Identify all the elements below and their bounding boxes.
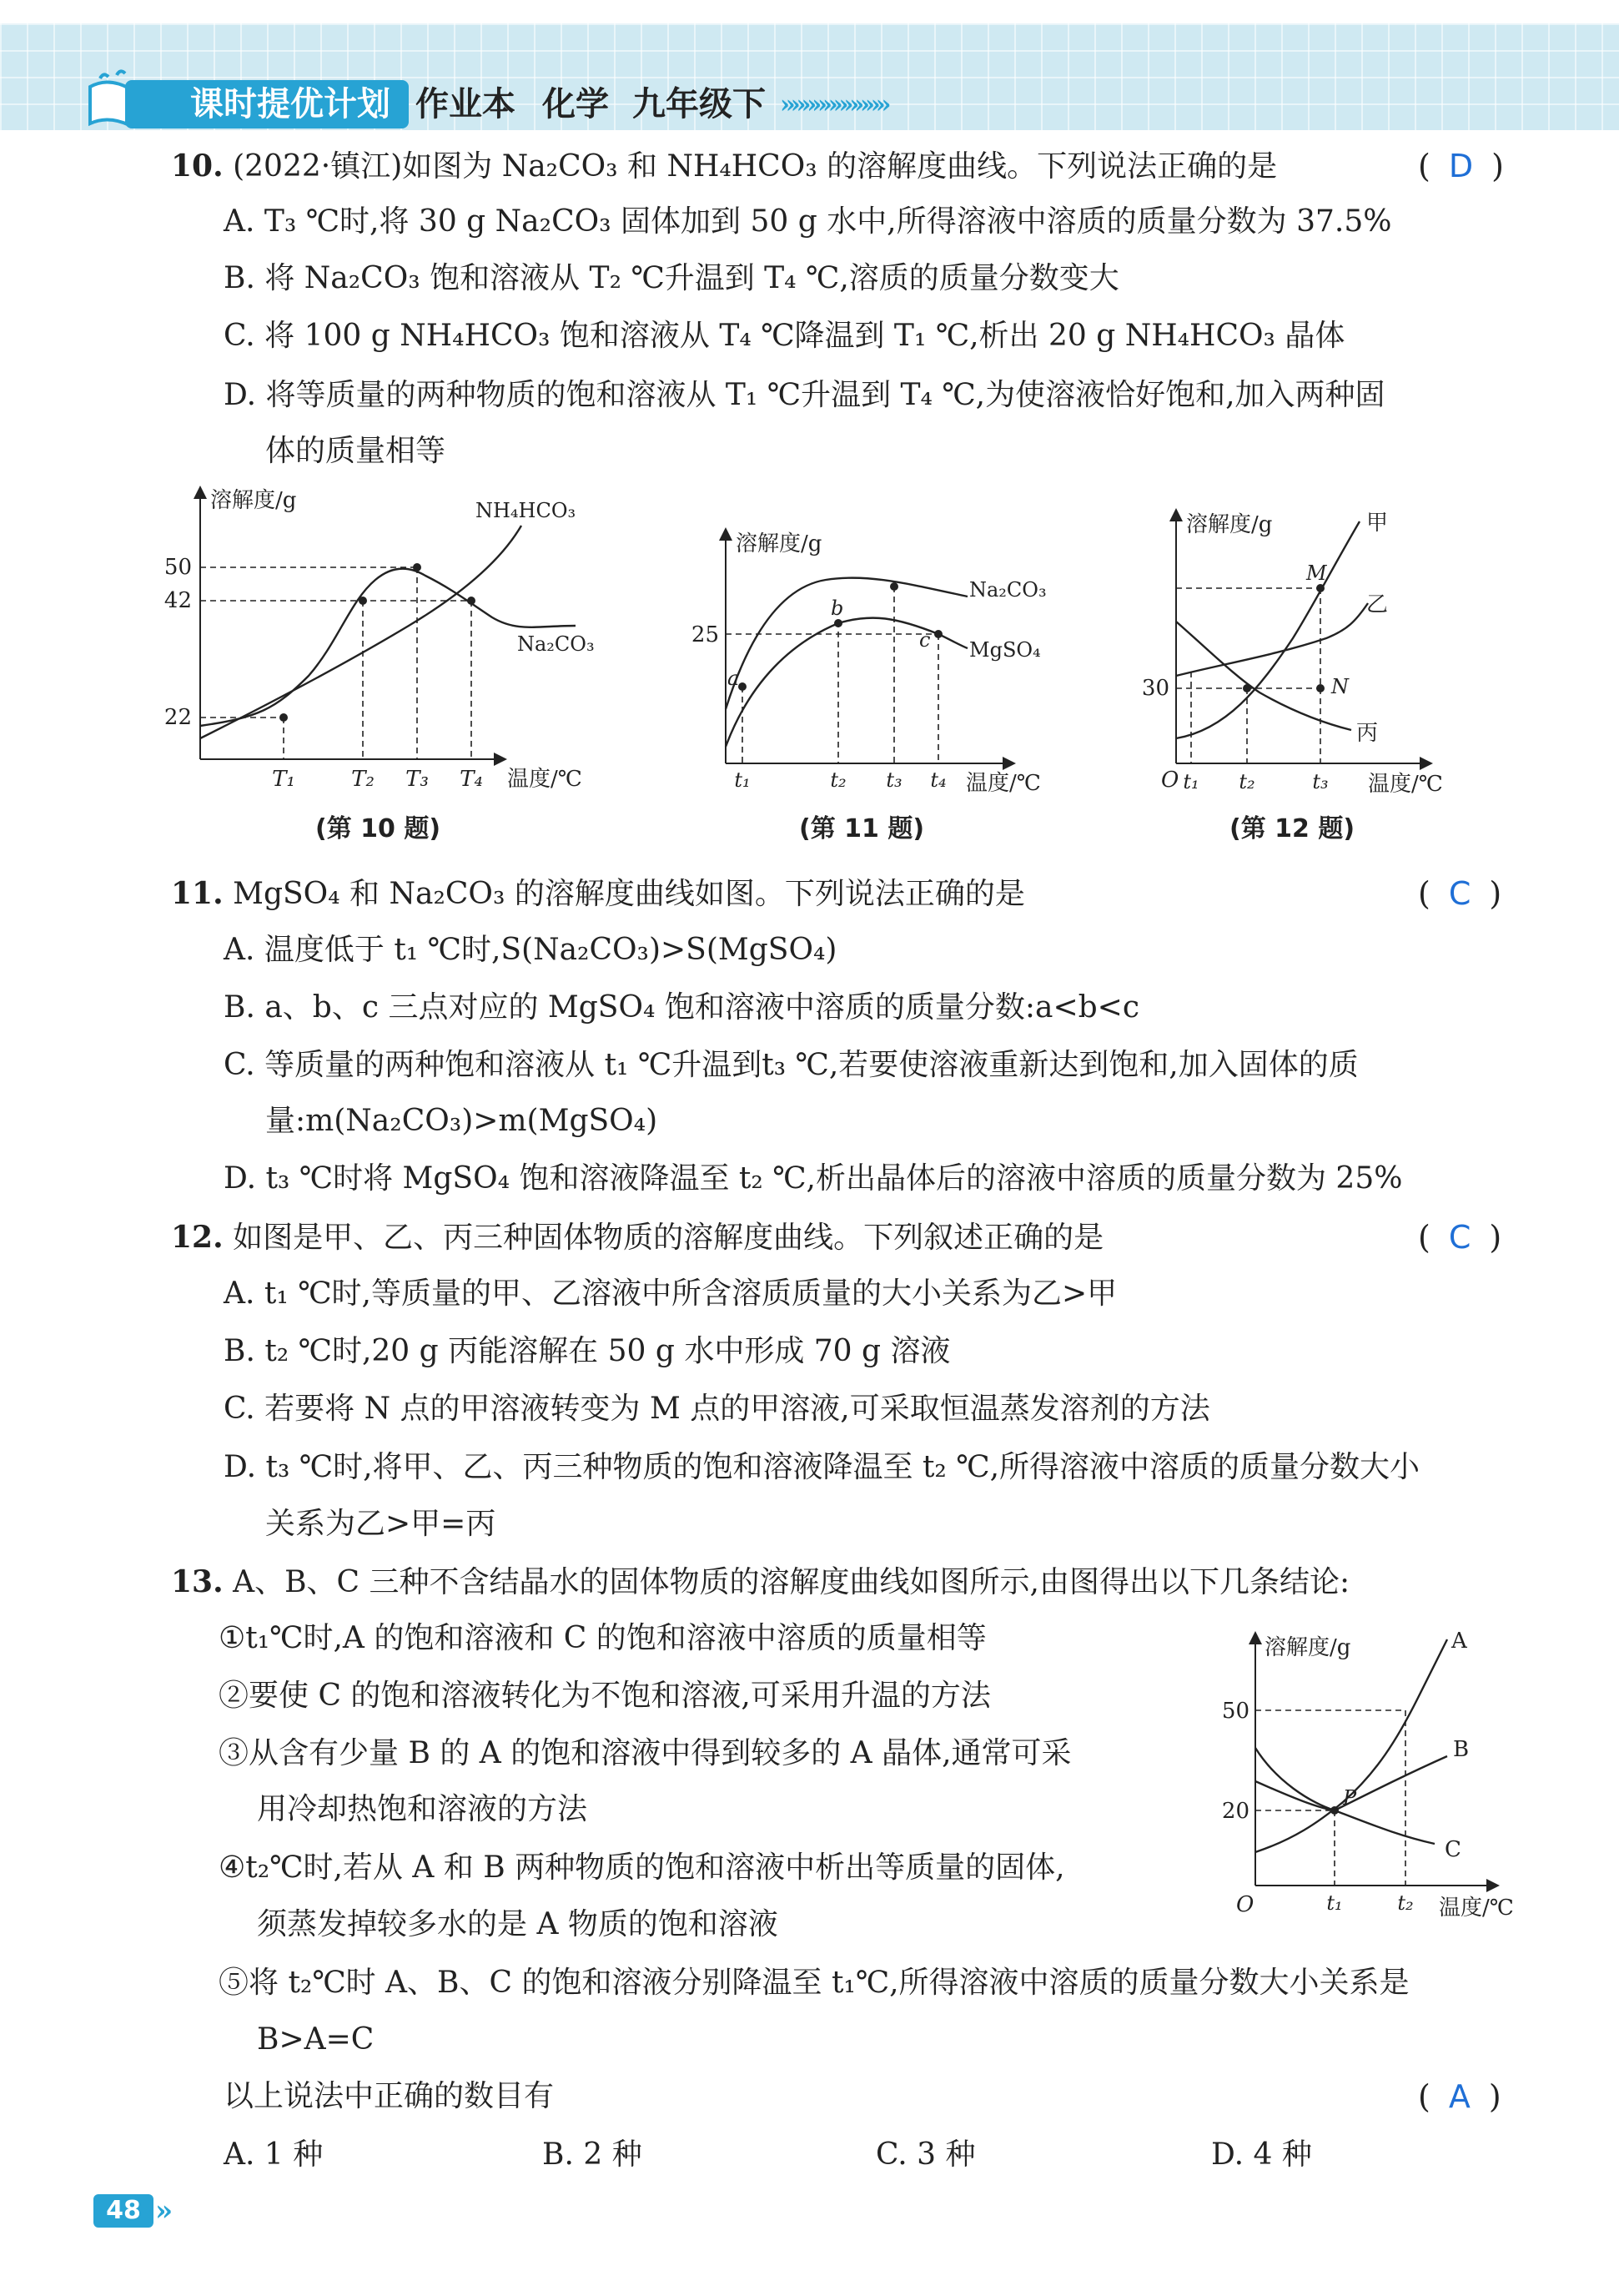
fig13-label-p: P [1343, 1786, 1357, 1810]
q13-number: 13. [171, 1564, 224, 1599]
q12-answer: ( C ) [1418, 1219, 1502, 1256]
q13-stem: A、B、C 三种不含结晶水的固体物质的溶解度曲线如图所示,由图得出以下几条结论: [233, 1565, 1350, 1599]
page-number: 48 [93, 2194, 153, 2228]
fig10-point-t4 [467, 597, 475, 605]
q10-stem: (2022·镇江)如图为 Na₂CO₃ 和 NH₄HCO₃ 的溶解度曲线。下列说法正确的是 [233, 149, 1278, 184]
fig12-guides [1176, 588, 1320, 763]
fig11-label-c: c [919, 628, 931, 652]
workbook-label: 作业本 [415, 85, 515, 123]
q12-option-d-line1: D. t₃ ℃时,将甲、乙、丙三种物质的饱和溶液降温至 t₂ ℃,所得溶液中溶质的质量分数大小 [224, 1450, 1420, 1484]
q12-number: 12. [171, 1220, 224, 1255]
q13-answer-letter: A [1448, 2078, 1471, 2115]
fig11-point-a [738, 682, 747, 691]
q10-answer: ( D ) [1418, 148, 1504, 184]
fig12-ytick-30: 30 [1141, 676, 1169, 701]
fig11-point-na2co3-t3 [890, 582, 898, 591]
fig13-ylabel: 溶解度/g [1265, 1635, 1351, 1660]
q13-statement-3-line2: 用冷却热饱和溶液的方法 [257, 1792, 588, 1826]
fig10-curve-nh4hco3 [200, 526, 521, 738]
subject-label: 化学 [542, 85, 609, 123]
fig11-xtick-t3: t₃ [886, 768, 903, 792]
fig11-label-na2co3: Na₂CO₃ [969, 578, 1047, 602]
q13-option-a: A. 1 种 [224, 2137, 324, 2172]
fig11-xlabel: 温度/℃ [966, 771, 1041, 796]
fig11-xtick-t4: t₄ [930, 768, 947, 792]
fig11-ytick-25: 25 [691, 622, 719, 647]
q12-stem: 如图是甲、乙、丙三种固体物质的溶解度曲线。下列叙述正确的是 [233, 1221, 1104, 1255]
fig12-xlabel: 温度/℃ [1368, 772, 1443, 797]
fig12-label-jia: 甲 [1366, 511, 1389, 536]
q10-option-d-line1: D. 将等质量的两种物质的饱和溶液从 T₁ ℃升温到 T₄ ℃,为使溶液恰好饱和,加入两种固 [224, 378, 1385, 412]
q13-statement-2: ②要使 C 的饱和溶液转化为不饱和溶液,可采用升温的方法 [219, 1679, 991, 1713]
q11-answer-letter: C [1448, 875, 1471, 912]
q11-answer: ( C ) [1418, 875, 1502, 912]
fig13-label-b: B [1453, 1737, 1470, 1762]
fig12-curve-jia [1176, 521, 1360, 738]
fig12-label-n: N [1331, 675, 1349, 698]
q10-option-c: C. 将 100 g NH₄HCO₃ 饱和溶液从 T₄ ℃降温到 T₁ ℃,析出 20 g NH₄HCO₃ 晶体 [224, 319, 1345, 353]
fig12-chart [1143, 505, 1476, 801]
fig12-curve-yi [1176, 603, 1368, 676]
fig10-chart [158, 484, 626, 801]
q13-statement-4-line1: ④t₂℃时,若从 A 和 B 两种物质的饱和溶液中析出等质量的固体, [219, 1850, 1065, 1885]
q10-number: 10. [171, 149, 224, 184]
fig12-point-m [1316, 584, 1325, 592]
fig11-curve-mgso4 [726, 618, 968, 747]
page-number-arrow-icon: » [155, 2194, 173, 2228]
fig10-label-na2co3: Na₂CO₃ [517, 632, 595, 656]
fig12-xtick-t1: t₁ [1183, 770, 1199, 793]
fig13-label-c: C [1445, 1837, 1461, 1862]
fig10-xtick-t2: T₂ [351, 767, 375, 792]
fig12-ylabel: 溶解度/g [1186, 512, 1273, 537]
fig12-label-yi: 乙 [1366, 592, 1389, 617]
fig10-label-nh4hco3: NH₄HCO₃ [475, 499, 576, 522]
fig13-guides [1255, 1710, 1405, 1886]
fig11-curve-na2co3 [726, 578, 968, 709]
q13-statement-3-line1: ③从含有少量 B 的 A 的饱和溶液中得到较多的 A 晶体,通常可采 [219, 1736, 1072, 1770]
q13-option-c: C. 3 种 [876, 2137, 976, 2172]
q11-option-a: A. 温度低于 t₁ ℃时,S(Na₂CO₃)>S(MgSO₄) [224, 933, 837, 967]
fig12-label-m: M [1306, 561, 1327, 585]
fig12-xtick-t3: t₃ [1312, 770, 1329, 793]
fig11-chart [691, 521, 1084, 797]
fig10-xtick-t4: T₄ [460, 767, 483, 792]
q13-statement-5-line1: ⑤将 t₂℃时 A、B、C 的饱和溶液分别降温至 t₁℃,所得溶液中溶质的质量分数大小关系是 [219, 1966, 1410, 2000]
header-arrows: »»»»»»»»»» [780, 90, 887, 119]
q13-option-d: D. 4 种 [1211, 2137, 1312, 2172]
q13-ask: 以上说法中正确的数目有 [224, 2079, 555, 2113]
brand-label: 课时提优计划 [125, 80, 409, 128]
fig10-xtick-t1: T₁ [272, 767, 295, 792]
fig11-xtick-t1: t₁ [734, 768, 751, 792]
fig13-origin: O [1236, 1892, 1254, 1917]
q13-statement-5-line2: B>A=C [257, 2022, 375, 2057]
q12-option-a: A. t₁ ℃时,等质量的甲、乙溶液中所含溶质质量的大小关系为乙>甲 [224, 1276, 1118, 1311]
fig12-point-n [1316, 684, 1325, 692]
q13-statement-1: ①t₁℃时,A 的饱和溶液和 C 的饱和溶液中溶质的质量相等 [219, 1621, 987, 1655]
q11-stem: MgSO₄ 和 Na₂CO₃ 的溶解度曲线如图。下列说法正确的是 [233, 877, 1025, 911]
fig12-xtick-t2: t₂ [1239, 770, 1255, 793]
q11-option-d: D. t₃ ℃时将 MgSO₄ 饱和溶液降温至 t₂ ℃,析出晶体后的溶液中溶质的质量分数为 25% [224, 1161, 1403, 1196]
fig10-point-t2 [359, 597, 367, 605]
q12-option-c: C. 若要将 N 点的甲溶液转变为 M 点的甲溶液,可采取恒温蒸发溶剂的方法 [224, 1392, 1210, 1426]
q10-option-d-line2: 体的质量相等 [265, 434, 446, 468]
q13-answer: ( A ) [1418, 2078, 1501, 2115]
q13-stem-line [171, 1563, 1350, 1602]
fig13-xtick-t1: t₁ [1326, 1891, 1343, 1915]
fig11-point-b [834, 619, 842, 627]
fig10-point-t3 [413, 563, 421, 571]
q11-option-c-line1: C. 等质量的两种饱和溶液从 t₁ ℃升温到t₃ ℃,若要使溶液重新达到饱和,加入固体的质 [224, 1048, 1359, 1082]
fig10-guides [200, 567, 471, 759]
fig11-label-b: b [831, 597, 844, 620]
fig10-ytick-22: 22 [163, 705, 192, 730]
fig11-point-c [934, 630, 943, 638]
q11-option-c-line2: 量:m(Na₂CO₃)>m(MgSO₄) [265, 1104, 658, 1138]
fig12-caption: (第 12 题) [1229, 814, 1355, 843]
q12-answer-letter: C [1448, 1219, 1471, 1256]
fig10-xlabel: 温度/℃ [507, 767, 582, 792]
fig10-xtick-t3: T₃ [405, 767, 429, 792]
fig12-point-intersection [1243, 684, 1251, 692]
q12-option-d-line2: 关系为乙>甲=丙 [265, 1507, 496, 1541]
q11-option-b: B. a、b、c 三点对应的 MgSO₄ 饱和溶液中溶质的质量分数:a<b<c [224, 990, 1139, 1025]
fig13-ytick-20: 20 [1221, 1799, 1249, 1824]
q13-statement-4-line2: 须蒸发掉较多水的是 A 物质的饱和溶液 [257, 1907, 778, 1941]
grade-label: 九年级下 [632, 85, 766, 123]
fig13-xlabel: 温度/℃ [1439, 1896, 1514, 1921]
fig12-origin: O [1161, 768, 1179, 793]
fig10-point-t1 [279, 713, 288, 722]
fig13-curve-a [1255, 1639, 1447, 1852]
q12-option-b: B. t₂ ℃时,20 g 丙能溶解在 50 g 水中形成 70 g 溶液 [224, 1334, 951, 1368]
q13-option-b: B. 2 种 [542, 2137, 642, 2172]
fig13-xtick-t2: t₂ [1397, 1891, 1414, 1915]
q10-stem-line [171, 147, 1277, 186]
fig10-ytick-42: 42 [163, 588, 192, 613]
fig13-chart [1218, 1623, 1535, 1923]
fig10-ylabel: 溶解度/g [210, 488, 297, 513]
fig13-ytick-50: 50 [1221, 1699, 1249, 1724]
q10-option-a: A. T₃ ℃时,将 30 g Na₂CO₃ 固体加到 50 g 水中,所得溶液中溶质的质量分数为 37.5% [224, 204, 1392, 239]
fig13-label-a: A [1451, 1629, 1467, 1654]
fig10-caption: (第 10 题) [315, 814, 441, 843]
q10-option-b: B. 将 Na₂CO₃ 饱和溶液从 T₂ ℃升温到 T₄ ℃,溶质的质量分数变大 [224, 261, 1119, 295]
fig11-label-mgso4: MgSO₄ [969, 638, 1041, 662]
fig12-label-bing: 丙 [1356, 721, 1379, 746]
fig11-ylabel: 溶解度/g [736, 531, 822, 556]
fig11-caption: (第 11 题) [799, 814, 925, 843]
q10-answer-letter: D [1448, 148, 1474, 184]
fig11-xtick-t2: t₂ [830, 768, 847, 792]
q11-number: 11. [171, 876, 224, 911]
q12-stem-line [171, 1218, 1104, 1257]
fig13-point-p [1330, 1806, 1339, 1815]
q11-stem-line [171, 874, 1025, 914]
fig10-ytick-50: 50 [163, 555, 192, 580]
fig11-label-a: a [727, 667, 740, 690]
